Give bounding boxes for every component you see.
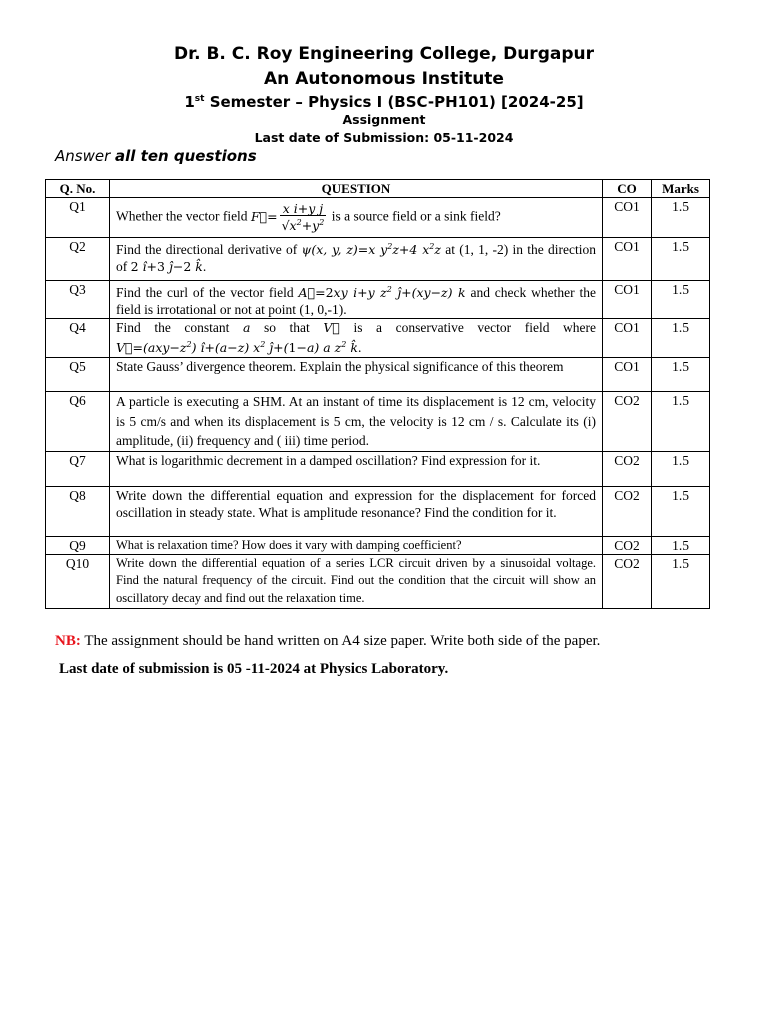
course-outcome: CO1 bbox=[603, 281, 652, 319]
note-text: The assignment should be hand written on A4 size paper. Write both side of the paper. bbox=[80, 633, 601, 649]
table-row bbox=[46, 486, 710, 536]
table-row bbox=[46, 281, 710, 319]
submission-reminder: Last date of submission is 05 -11-2024 at Physics Laboratory. bbox=[59, 661, 449, 677]
course-outcome: CO2 bbox=[603, 486, 652, 536]
submission-deadline: Last date of Submission: 05-11-2024 bbox=[254, 130, 514, 145]
course-title: 1st Semester – Physics I (BSC-PH101) [2024-25] bbox=[184, 93, 584, 111]
question-number: Q5 bbox=[46, 358, 110, 392]
table-row bbox=[46, 536, 710, 554]
table-row bbox=[46, 198, 710, 238]
marks: 1.5 bbox=[652, 281, 710, 319]
question-number: Q10 bbox=[46, 554, 110, 608]
document-title: Assignment bbox=[342, 112, 426, 127]
questions-table bbox=[45, 179, 710, 609]
equation: A⃗=2xy i+y $z^2$ ĵ+(xy−z) k bbox=[298, 285, 466, 301]
table-row bbox=[46, 554, 710, 608]
instruction: Answer all ten questions bbox=[55, 147, 257, 165]
college-name: Dr. B. C. Roy Engineering College, Durgapur bbox=[174, 44, 594, 64]
marks: 1.5 bbox=[652, 392, 710, 452]
marks: 1.5 bbox=[652, 238, 710, 281]
equation: 2 î+3 ĵ−2 k̂ bbox=[130, 259, 203, 275]
question-number: Q1 bbox=[46, 198, 110, 238]
institute-status: An Autonomous Institute bbox=[264, 69, 504, 89]
course-outcome: CO1 bbox=[603, 319, 652, 358]
course-outcome: CO1 bbox=[603, 358, 652, 392]
course-outcome: CO2 bbox=[603, 392, 652, 452]
marks: 1.5 bbox=[652, 319, 710, 358]
marks: 1.5 bbox=[652, 451, 710, 486]
question-text: What is logarithmic decrement in a damped oscillation? Find expression for it. bbox=[110, 451, 603, 486]
question-number: Q9 bbox=[46, 536, 110, 554]
question-text: Find the curl of the vector field A⃗=2xy i+y $z^2$ ĵ+(xy−z) k and check whether the field is irrotational or not at point (1, 0,-1). bbox=[110, 281, 603, 319]
question-text: State Gauss’ divergence theorem. Explain the physical significance of this theorem bbox=[110, 358, 603, 392]
question-number: Q4 bbox=[46, 319, 110, 358]
question-text: Find the directional derivative of ψ(x, y, z)=x $y^2z+4$ $x^2z$ at (1, 1, -2) in the direction of 2 î+3 ĵ−2 k̂. bbox=[110, 238, 603, 281]
header-question: QUESTION bbox=[110, 180, 603, 198]
question-text: Write down the differential equation of a series LCR circuit driven by a sinusoidal voltage. Find the natural frequency of the circuit. Find out the condition that the circuit will show an oscillatory decay and find out the relaxation time. bbox=[110, 554, 603, 608]
course-outcome: CO1 bbox=[603, 198, 652, 238]
question-text: A particle is executing a SHM. At an instant of time its displacement is 12 cm, velocity is 5 cm/s and when its displacement is 5 cm, the velocity is 12 cm / s. Calculate its (i) amplitude, (ii) frequency and ( iii) time period. bbox=[110, 392, 603, 452]
marks: 1.5 bbox=[652, 536, 710, 554]
question-number: Q8 bbox=[46, 486, 110, 536]
table-row bbox=[46, 358, 710, 392]
question-text: Whether the vector field F⃗= $\frac{\text{x i+y j}}{√x^2+y^2}$ is a source field or a sink field? bbox=[110, 198, 603, 238]
equation: ψ(x, y, z)=x $y^2z+4$ $x^2z$ bbox=[301, 242, 441, 258]
course-outcome: CO2 bbox=[603, 554, 652, 608]
table-row bbox=[46, 319, 710, 358]
question-text: Find the constant a so that V⃗ is a conservative vector field where $V⃗=(axy-z^2)$ î+(a−z) $x^2$ ĵ+(1−a) a $z^2$ k̂. bbox=[110, 319, 603, 358]
table-header-row bbox=[46, 180, 710, 198]
table-row bbox=[46, 238, 710, 281]
course-outcome: CO1 bbox=[603, 238, 652, 281]
marks: 1.5 bbox=[652, 486, 710, 536]
course-outcome: CO2 bbox=[603, 536, 652, 554]
question-text: What is relaxation time? How does it vary with damping coefficient? bbox=[110, 536, 603, 554]
equation: $V⃗=(axy-z^2)$ î+(a−z) $x^2$ ĵ+(1−a) a $z^2$ k̂ bbox=[116, 340, 358, 356]
table-row bbox=[46, 451, 710, 486]
question-number: Q2 bbox=[46, 238, 110, 281]
header-qno: Q. No. bbox=[46, 180, 110, 198]
header-co: CO bbox=[603, 180, 652, 198]
marks: 1.5 bbox=[652, 198, 710, 238]
question-number: Q6 bbox=[46, 392, 110, 452]
header-marks: Marks bbox=[652, 180, 710, 198]
table-row bbox=[46, 392, 710, 452]
equation: F⃗= $\frac{\text{x i+y j}}{√x^2+y^2}$ bbox=[250, 201, 325, 234]
marks: 1.5 bbox=[652, 554, 710, 608]
question-number: Q3 bbox=[46, 281, 110, 319]
note bbox=[55, 633, 600, 650]
course-outcome: CO2 bbox=[603, 451, 652, 486]
question-number: Q7 bbox=[46, 451, 110, 486]
marks: 1.5 bbox=[652, 358, 710, 392]
question-text: Write down the differential equation and expression for the displacement for forced oscillation in steady state. What is amplitude resonance? Find the condition for it. bbox=[110, 486, 603, 536]
note-label: NB: bbox=[55, 633, 81, 649]
